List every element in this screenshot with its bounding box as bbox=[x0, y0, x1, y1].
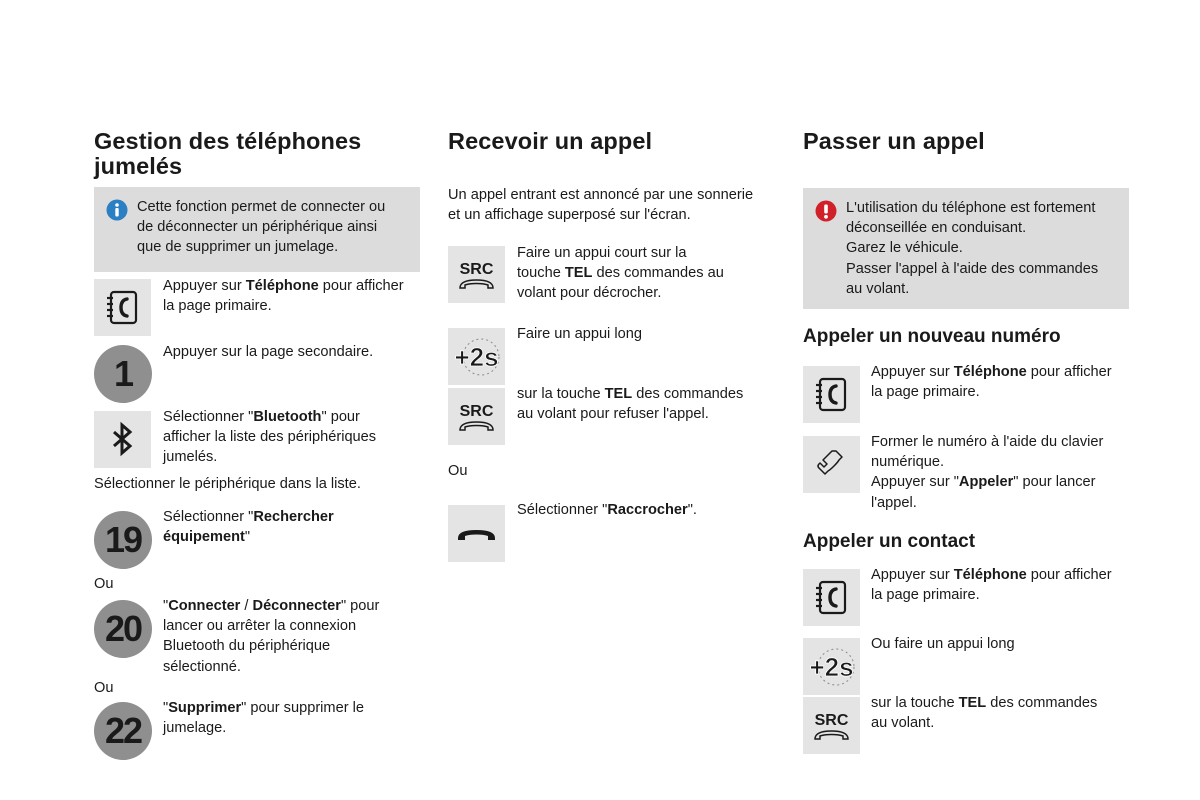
handset-icon bbox=[803, 436, 860, 493]
step-connect-text: "Connecter / Déconnecter" pour lancer ou arrêter la connexion Bluetooth du périphérique sélectionné. bbox=[163, 598, 380, 675]
new-number-step1-text: Appuyer sur Téléphone pour afficher la page primaire. bbox=[871, 364, 1112, 401]
new-number-step2-text: Former le numéro à l'aide du clavier numérique. Appuyer sur "Appeler" pour lancer l'appel. bbox=[871, 434, 1104, 511]
src-label: SRC bbox=[459, 403, 494, 420]
column-receive-call bbox=[448, 0, 778, 800]
telephone-tile[interactable] bbox=[803, 366, 860, 423]
page-badge-20[interactable]: 20 bbox=[94, 600, 152, 658]
hangup-tile[interactable] bbox=[448, 505, 505, 562]
column-place-call bbox=[803, 0, 1133, 800]
src-tel-button-icon bbox=[448, 388, 505, 445]
step-search-device-text: Sélectionner "Rechercher équipement" bbox=[163, 509, 334, 546]
section-title-place-call: Passer un appel bbox=[803, 128, 985, 154]
refuse-call-text: sur la touche TEL des commandes au volant pour refuser l'appel. bbox=[517, 386, 744, 423]
phone-book-icon bbox=[803, 366, 860, 423]
src-label: SRC bbox=[459, 261, 494, 278]
page-badge-19[interactable]: 19 bbox=[94, 511, 152, 569]
warning-icon bbox=[815, 200, 837, 222]
long-press-tile[interactable] bbox=[448, 328, 505, 385]
or-text: Ou bbox=[94, 576, 114, 592]
section-title-paired-phones bbox=[94, 129, 361, 179]
incoming-call-intro: Un appel entrant est annoncé par une sonnerie et un affichage superposé sur l'écran. bbox=[448, 187, 754, 224]
subtitle-contact: Appeler un contact bbox=[803, 531, 976, 552]
step-bluetooth-text: Sélectionner "Bluetooth" pour afficher la liste des périphériques jumelés. bbox=[163, 409, 377, 466]
section-title-receive-call: Recevoir un appel bbox=[448, 128, 653, 154]
title-line: jumelés bbox=[94, 153, 183, 179]
or-text: Ou bbox=[448, 463, 468, 479]
select-device-text: Sélectionner le périphérique dans la liste. bbox=[94, 476, 361, 492]
long-press-tile[interactable] bbox=[803, 638, 860, 695]
step-delete-text: "Supprimer" pour supprimer le jumelage. bbox=[163, 700, 364, 737]
telephone-tile[interactable] bbox=[94, 279, 151, 336]
step-telephone-text: Appuyer sur Téléphone pour afficher la page primaire. bbox=[163, 278, 404, 315]
long-press-2s-icon bbox=[803, 638, 860, 695]
warning-text: L'utilisation du téléphone est fortement déconseillée en conduisant. Garez le véhicule. Passer l'appel à l'aide des commandes au volant. bbox=[846, 200, 1099, 297]
contact-step1-text: Appuyer sur Téléphone pour afficher la page primaire. bbox=[871, 567, 1112, 604]
hangup-text: Sélectionner "Raccrocher". bbox=[517, 502, 697, 518]
info-box bbox=[94, 187, 420, 272]
page-badge-1[interactable]: 1 bbox=[94, 345, 152, 403]
title-line: Gestion des téléphones bbox=[94, 128, 362, 154]
info-icon bbox=[106, 199, 128, 221]
long-press-text: Faire un appui long bbox=[517, 326, 642, 342]
phone-book-icon bbox=[803, 569, 860, 626]
src-label: SRC bbox=[814, 712, 849, 729]
bluetooth-icon bbox=[94, 411, 151, 468]
telephone-tile[interactable] bbox=[803, 569, 860, 626]
info-text: Cette fonction permet de connecter ou de déconnecter un périphérique ainsi que de supprimer un jumelage. bbox=[137, 199, 386, 256]
src-tel-button-icon bbox=[803, 697, 860, 754]
hang-up-icon bbox=[448, 505, 505, 562]
contact-long-press-text: Ou faire un appui long bbox=[871, 636, 1015, 652]
phone-book-icon bbox=[94, 279, 151, 336]
src-button-tile[interactable] bbox=[803, 697, 860, 754]
or-text: Ou bbox=[94, 680, 114, 696]
plus-2s-label: +2s bbox=[809, 652, 854, 682]
short-press-text: Faire un appui court sur la touche TEL des commandes au volant pour décrocher. bbox=[517, 245, 724, 302]
column-paired-phones bbox=[94, 0, 424, 800]
src-tel-button-icon bbox=[448, 246, 505, 303]
plus-2s-label: +2s bbox=[454, 342, 499, 372]
step-secondary-page-text: Appuyer sur la page secondaire. bbox=[163, 344, 374, 360]
warning-box bbox=[803, 188, 1129, 309]
subtitle-new-number: Appeler un nouveau numéro bbox=[803, 326, 1061, 347]
page-badge-22[interactable]: 22 bbox=[94, 702, 152, 760]
contact-tel-text: sur la touche TEL des commandes au volant. bbox=[871, 695, 1098, 732]
src-button-tile[interactable] bbox=[448, 388, 505, 445]
src-button-tile[interactable] bbox=[448, 246, 505, 303]
bluetooth-tile[interactable] bbox=[94, 411, 151, 468]
dial-tile[interactable] bbox=[803, 436, 860, 493]
long-press-2s-icon bbox=[448, 328, 505, 385]
